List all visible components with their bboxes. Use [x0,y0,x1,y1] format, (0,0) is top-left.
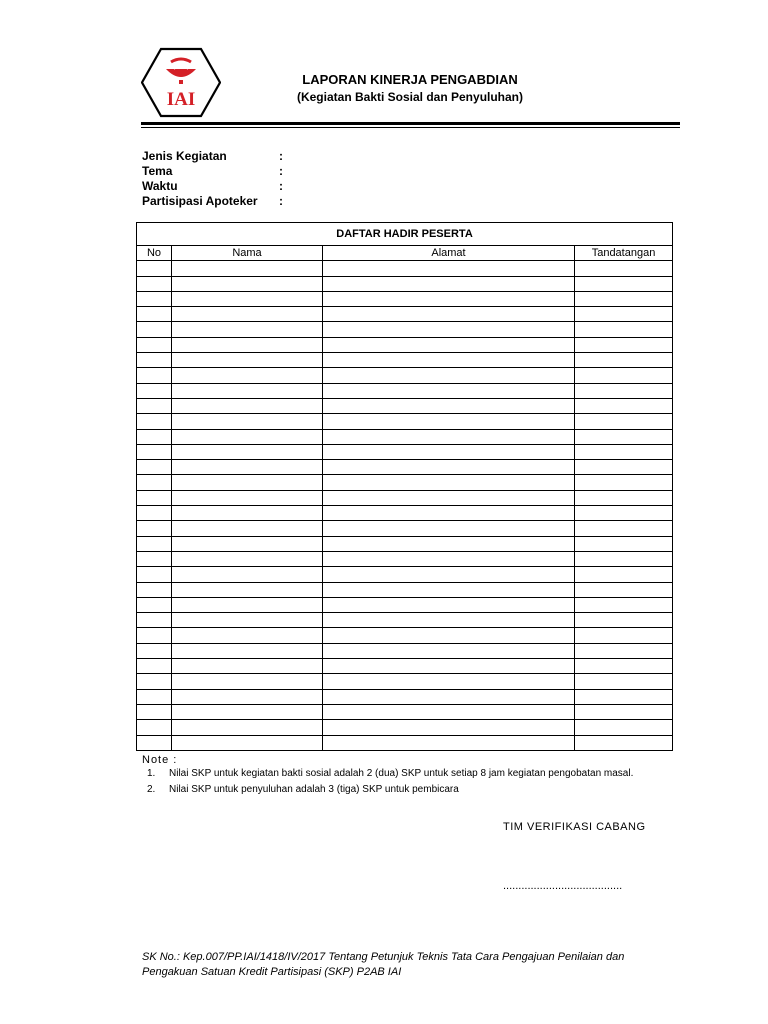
info-colon: : [279,164,283,178]
table-row [137,353,673,368]
cell-tandatangan [575,322,673,337]
table-row [137,689,673,704]
cell-no [137,383,172,398]
cell-tandatangan [575,551,673,566]
cell-alamat [323,444,575,459]
cell-no [137,689,172,704]
cell-nama [172,368,323,383]
cell-no [137,414,172,429]
cell-nama [172,674,323,689]
cell-nama [172,398,323,413]
cell-no [137,322,172,337]
cell-tandatangan [575,460,673,475]
info-row-waktu [142,179,283,194]
cell-no [137,444,172,459]
cell-nama [172,414,323,429]
cell-tandatangan [575,628,673,643]
cell-nama [172,659,323,674]
cell-nama [172,307,323,322]
cell-nama [172,582,323,597]
table-row [137,613,673,628]
cell-tandatangan [575,429,673,444]
cell-tandatangan [575,444,673,459]
cell-tandatangan [575,490,673,505]
note-text: Nilai SKP untuk kegiatan bakti sosial adalah 2 (dua) SKP untuk setiap 8 jam kegiatan pengobatan masal. [169,768,634,779]
cell-no [137,628,172,643]
cell-nama [172,276,323,291]
cell-tandatangan [575,383,673,398]
cell-nama [172,475,323,490]
table-row [137,276,673,291]
cell-nama [172,551,323,566]
cell-no [137,720,172,735]
cell-alamat [323,659,575,674]
cell-nama [172,735,323,750]
cell-alamat [323,261,575,276]
table-row [137,643,673,658]
cell-no [137,643,172,658]
cell-nama [172,322,323,337]
column-header-tandatangan: Tandatangan [575,246,673,261]
activity-info [142,149,283,209]
info-label: Jenis Kegiatan [142,149,227,163]
cell-no [137,291,172,306]
cell-tandatangan [575,567,673,582]
cell-no [137,551,172,566]
cell-nama [172,506,323,521]
cell-tandatangan [575,368,673,383]
cell-tandatangan [575,643,673,658]
cell-tandatangan [575,353,673,368]
table-row [137,307,673,322]
info-colon: : [279,179,283,193]
table-row [137,261,673,276]
cell-alamat [323,414,575,429]
cell-nama [172,720,323,735]
cell-alamat [323,475,575,490]
cell-tandatangan [575,261,673,276]
cell-no [137,613,172,628]
cell-tandatangan [575,735,673,750]
note-number: 2. [147,784,156,795]
note-list [142,767,682,799]
cell-alamat [323,276,575,291]
iai-logo-emblem [141,47,221,118]
cell-no [137,261,172,276]
table-row [137,735,673,750]
table-row [137,551,673,566]
cell-nama [172,337,323,352]
header-divider-thin [141,127,680,128]
cell-tandatangan [575,337,673,352]
cell-alamat [323,460,575,475]
cell-tandatangan [575,475,673,490]
verification-title: TIM VERIFIKASI CABANG [503,821,646,833]
cell-tandatangan [575,414,673,429]
cell-alamat [323,613,575,628]
cell-nama [172,490,323,505]
cell-nama [172,628,323,643]
cell-alamat [323,506,575,521]
cell-tandatangan [575,536,673,551]
table-row [137,720,673,735]
cell-no [137,735,172,750]
cell-tandatangan [575,689,673,704]
cell-nama [172,613,323,628]
cell-alamat [323,398,575,413]
info-colon: : [279,194,283,208]
cell-alamat [323,383,575,398]
cell-no [137,536,172,551]
cell-no [137,582,172,597]
table-row [137,506,673,521]
cell-tandatangan [575,720,673,735]
cell-alamat [323,536,575,551]
cell-no [137,597,172,612]
cell-no [137,337,172,352]
table-row [137,383,673,398]
cell-alamat [323,597,575,612]
cell-tandatangan [575,276,673,291]
cell-alamat [323,551,575,566]
cell-tandatangan [575,597,673,612]
cell-tandatangan [575,674,673,689]
cell-alamat [323,490,575,505]
info-row-partisipasi-apoteker [142,194,283,209]
cell-tandatangan [575,506,673,521]
cell-nama [172,429,323,444]
cell-no [137,674,172,689]
table-row [137,429,673,444]
cell-alamat [323,337,575,352]
cell-nama [172,521,323,536]
cell-nama [172,597,323,612]
table-row [137,536,673,551]
table-row [137,322,673,337]
table-row [137,582,673,597]
footer-reference: SK No.: Kep.007/PP.IAI/1418/IV/2017 Tentang Petunjuk Teknis Tata Cara Pengajuan Penilaian dan Pengakuan Satuan Kredit Partisipasi (SKP) P2AB IAI [142,951,625,978]
info-row-tema [142,164,283,179]
table-row [137,291,673,306]
info-label: Partisipasi Apoteker [142,194,258,208]
iai-logo [141,47,221,118]
cell-alamat [323,307,575,322]
header-divider [141,122,680,125]
cell-no [137,398,172,413]
table-row [137,398,673,413]
cell-alamat [323,368,575,383]
document-title: LAPORAN KINERJA PENGABDIAN [302,72,518,87]
table-caption: DAFTAR HADIR PESERTA [137,223,673,246]
cell-no [137,460,172,475]
cell-alamat [323,582,575,597]
info-label: Waktu [142,179,178,193]
cell-alamat [323,674,575,689]
column-header-nama: Nama [172,246,323,261]
cell-nama [172,261,323,276]
cell-no [137,307,172,322]
cell-no [137,429,172,444]
cell-tandatangan [575,521,673,536]
table-row [137,490,673,505]
cell-alamat [323,628,575,643]
note-number: 1. [147,768,156,779]
cell-no [137,490,172,505]
cell-nama [172,383,323,398]
cell-nama [172,643,323,658]
cell-alamat [323,291,575,306]
table-row [137,444,673,459]
table-row [137,674,673,689]
cell-nama [172,444,323,459]
cell-no [137,659,172,674]
info-colon: : [279,149,283,163]
cell-nama [172,353,323,368]
table-row [137,628,673,643]
cell-tandatangan [575,704,673,719]
cell-alamat [323,704,575,719]
attendance-rows [137,261,673,751]
document-subtitle: (Kegiatan Bakti Sosial dan Penyuluhan) [296,90,524,104]
cell-tandatangan [575,613,673,628]
cell-no [137,475,172,490]
cell-nama [172,567,323,582]
cell-tandatangan [575,659,673,674]
cell-no [137,276,172,291]
cell-nama [172,460,323,475]
cell-alamat [323,689,575,704]
cell-tandatangan [575,291,673,306]
cell-alamat [323,429,575,444]
cell-no [137,521,172,536]
table-row [137,659,673,674]
info-row-jenis-kegiatan [142,149,283,164]
cell-no [137,368,172,383]
column-header-alamat: Alamat [323,246,575,261]
column-header-no: No [137,246,172,261]
note-title: Note : [142,754,178,766]
cell-no [137,704,172,719]
table-row [137,597,673,612]
cell-no [137,567,172,582]
cell-tandatangan [575,398,673,413]
table-row [137,368,673,383]
note-text: Nilai SKP untuk penyuluhan adalah 3 (tiga) SKP untuk pembicara [169,784,459,795]
logo-text: IAI [166,89,196,110]
cell-alamat [323,735,575,750]
cell-alamat [323,567,575,582]
table-row [137,521,673,536]
cell-nama [172,689,323,704]
cell-alamat [323,720,575,735]
cell-tandatangan [575,307,673,322]
info-label: Tema [142,164,173,178]
cell-nama [172,704,323,719]
note-item [142,783,682,797]
cell-tandatangan [575,582,673,597]
cell-alamat [323,521,575,536]
table-row [137,475,673,490]
cell-no [137,506,172,521]
note-item [142,767,682,781]
table-row [137,460,673,475]
cell-nama [172,291,323,306]
cell-no [137,353,172,368]
cell-alamat [323,353,575,368]
table-row [137,337,673,352]
attendance-table [136,222,673,751]
signature-line: ....................................... [503,880,623,892]
cell-nama [172,536,323,551]
cell-alamat [323,322,575,337]
cell-alamat [323,643,575,658]
table-row [137,414,673,429]
table-row [137,704,673,719]
table-row [137,567,673,582]
